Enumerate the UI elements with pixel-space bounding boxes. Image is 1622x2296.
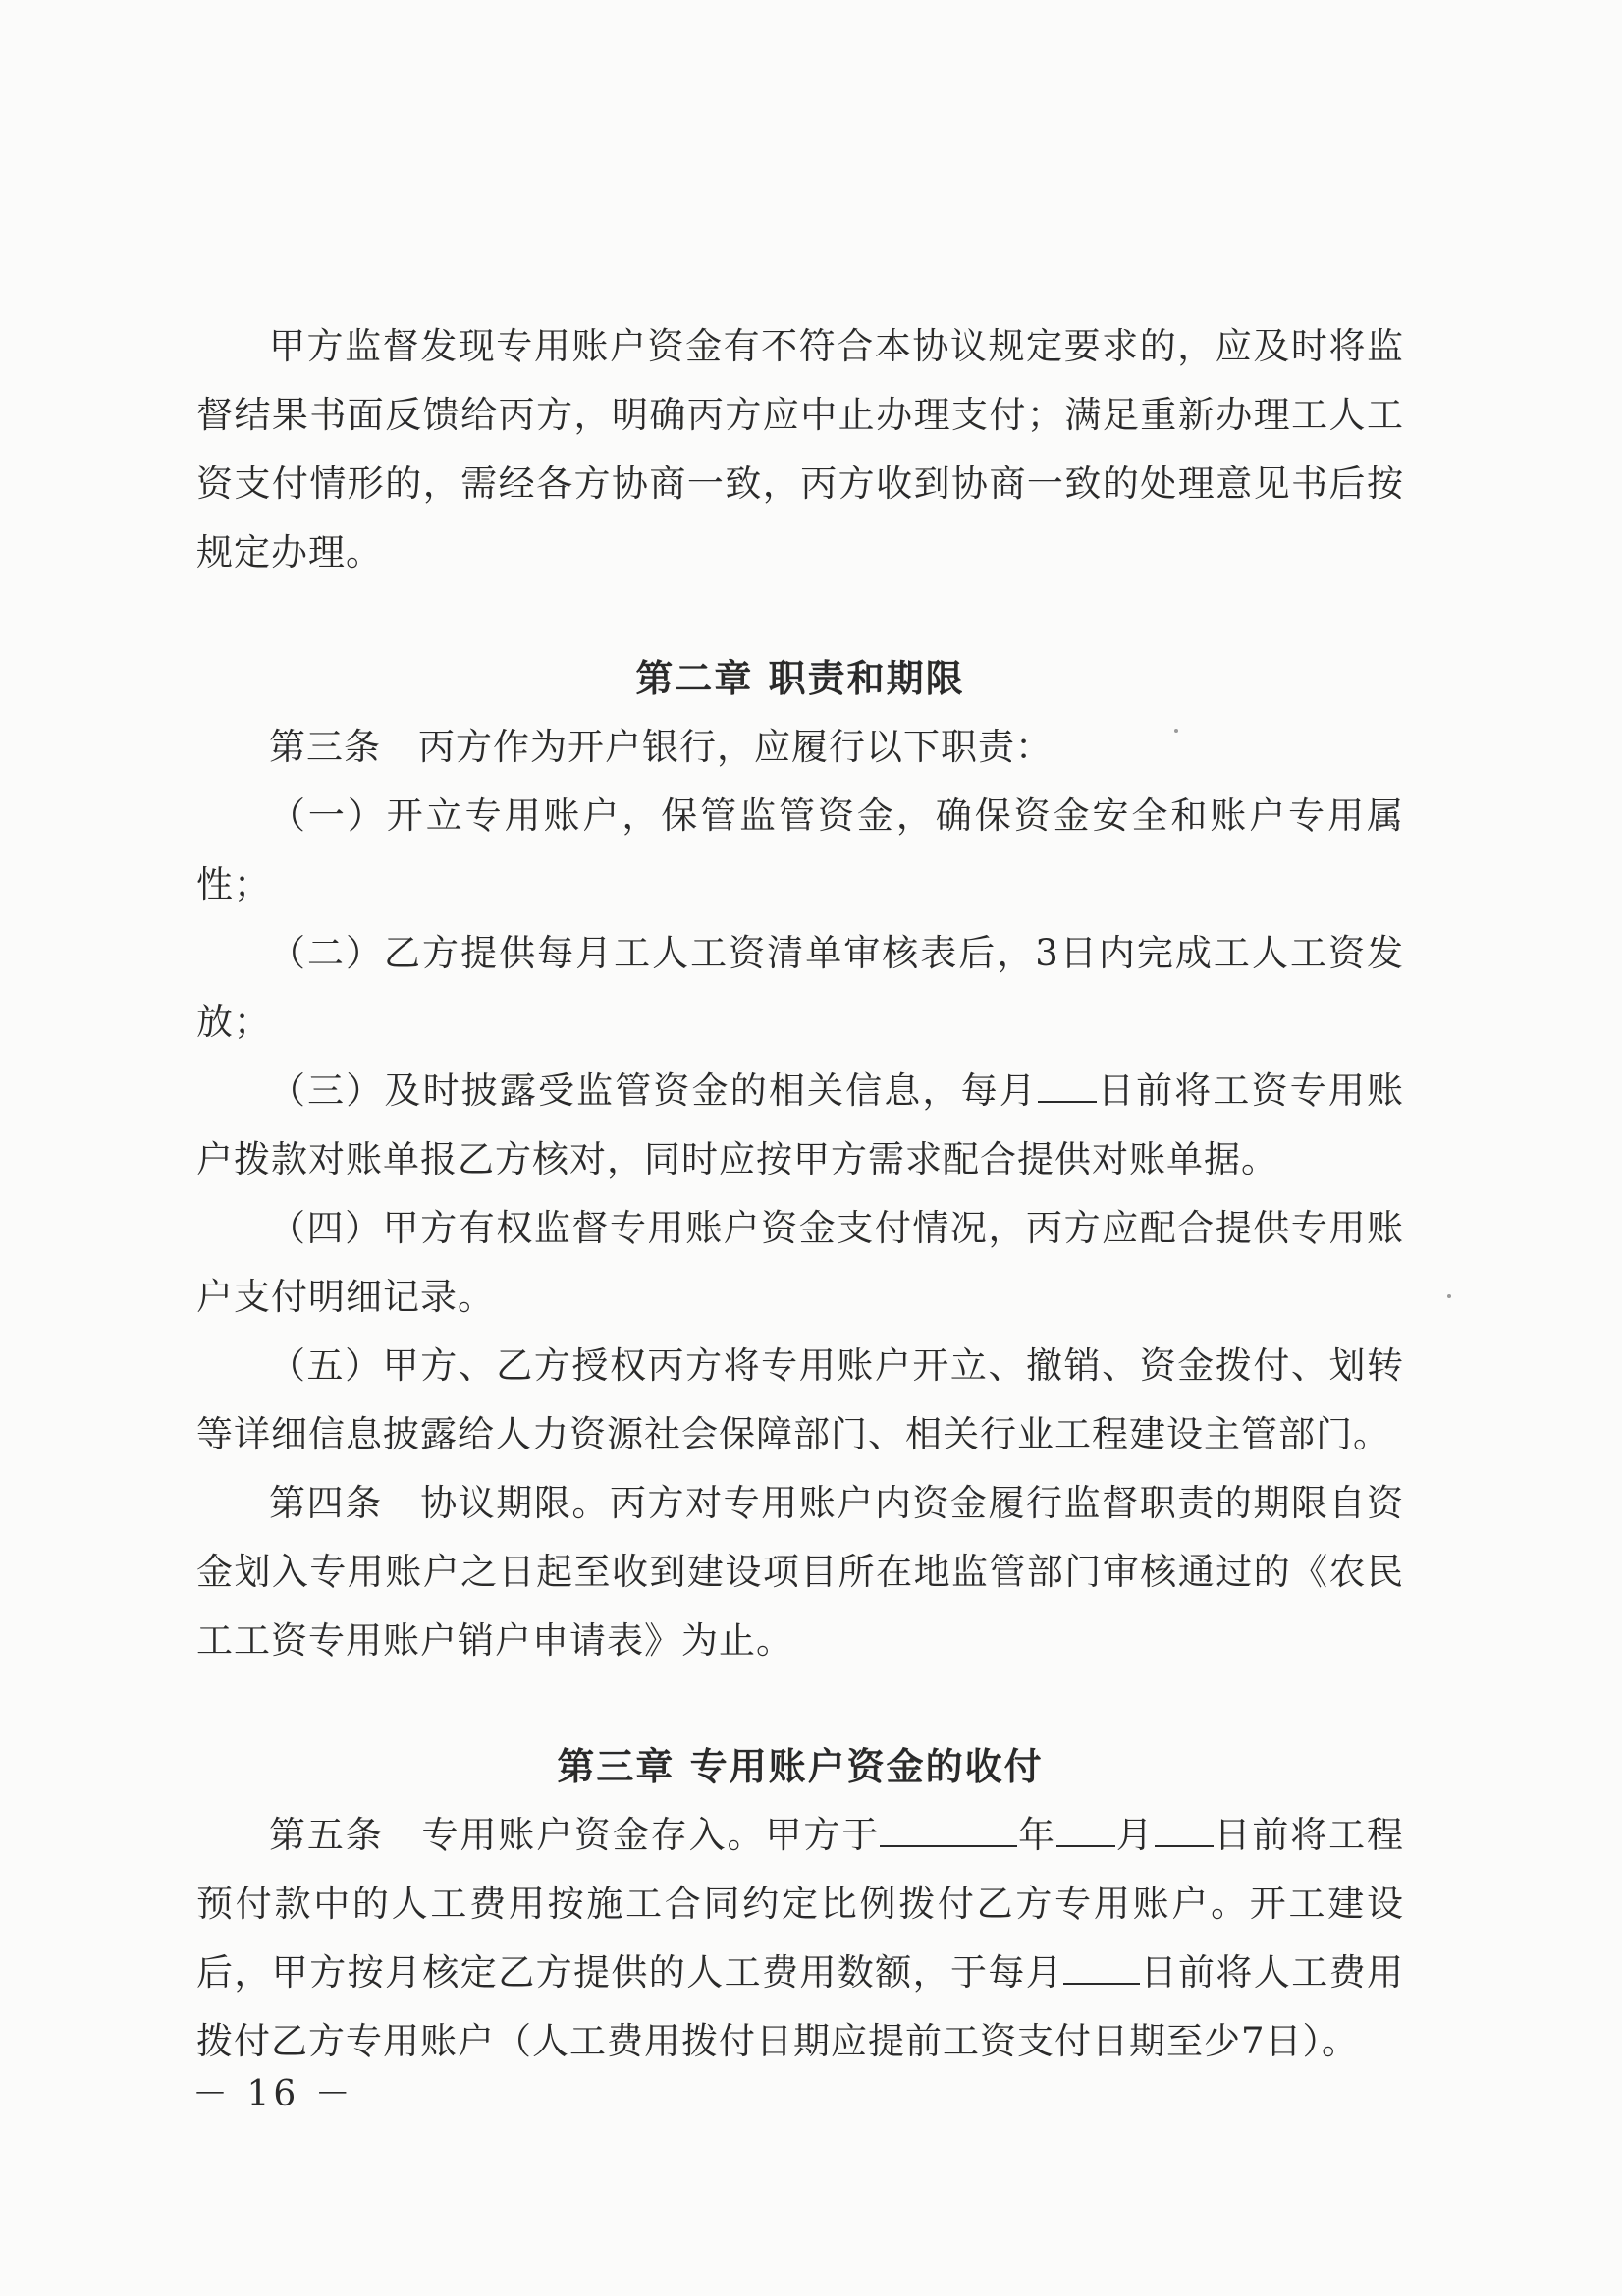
chapter-3-title: 第三章 专用账户资金的收付 <box>557 1745 1044 1788</box>
item-3-text-after: 日前将工资专用账户拨款对账单报乙方核对，同时应按甲方需求配合提供对账单据。 <box>196 1069 1405 1180</box>
article-3-item-2: （二）乙方提供每月工人工资清单审核表后，3日内完成工人工资发放； <box>196 932 1404 1043</box>
article-3: 第三条 丙方作为开户银行，应履行以下职责： <box>269 726 1053 768</box>
item-3-text-before: （三）及时披露受监管资金的相关信息，每月 <box>269 1069 1038 1112</box>
day-blank <box>1155 1816 1214 1847</box>
article-5-text-1: 第五条 专用账户资金存入。甲方于 <box>269 1814 881 1856</box>
month-blank <box>1056 1816 1115 1847</box>
year-label: 年 <box>1017 1814 1056 1856</box>
paragraph-supervision: 甲方监督发现专用账户资金有不符合本协议规定要求的，应及时将监督结果书面反馈给丙方，明确丙方应中止办理支付；满足重新办理工人工资支付情形的，需经各方协商一致，丙方收到协商一致的处理意见书后按规定办理。 <box>196 325 1404 574</box>
article-3-item-3 <box>196 1057 1404 1194</box>
document-body <box>196 312 1404 2076</box>
page-number: － 16 － <box>192 2074 354 2114</box>
article-3-item-1: （一）开立专用账户，保管监管资金，确保资金安全和账户专用属性； <box>196 794 1404 905</box>
article-5-text-3: 日前将人工费用拨付乙方专用账户（人工费用拨付日期应提前工资支付日期至少7日）。 <box>196 1951 1405 2062</box>
monthly-day-blank <box>1038 1071 1097 1103</box>
month-label: 月 <box>1114 1814 1155 1856</box>
chapter-2-title: 第二章 职责和期限 <box>635 657 965 700</box>
year-blank <box>880 1816 1017 1847</box>
article-5-text-2: 日前将工程预付款中的人工费用按施工合同约定比例拨付乙方专用账户。开工建设后，甲方按月核定乙方提供的人工费用数额，于每月 <box>196 1814 1405 1994</box>
scan-speck <box>1447 1294 1451 1298</box>
article-5 <box>196 1801 1404 2076</box>
article-3-item-5: （五）甲方、乙方授权丙方将专用账户开立、撤销、资金拨付、划转等详细信息披露给人力资源社会保障部门、相关行业工程建设主管部门。 <box>196 1344 1404 1455</box>
monthly-transfer-day-blank <box>1063 1953 1140 1985</box>
article-4: 第四条 协议期限。丙方对专用账户内资金履行监督职责的期限自资金划入专用账户之日起至收到建设项目所在地监管部门审核通过的《农民工工资专用账户销户申请表》为止。 <box>196 1482 1404 1662</box>
article-3-item-4: （四）甲方有权监督专用账户资金支付情况，丙方应配合提供专用账户支付明细记录。 <box>196 1207 1404 1318</box>
